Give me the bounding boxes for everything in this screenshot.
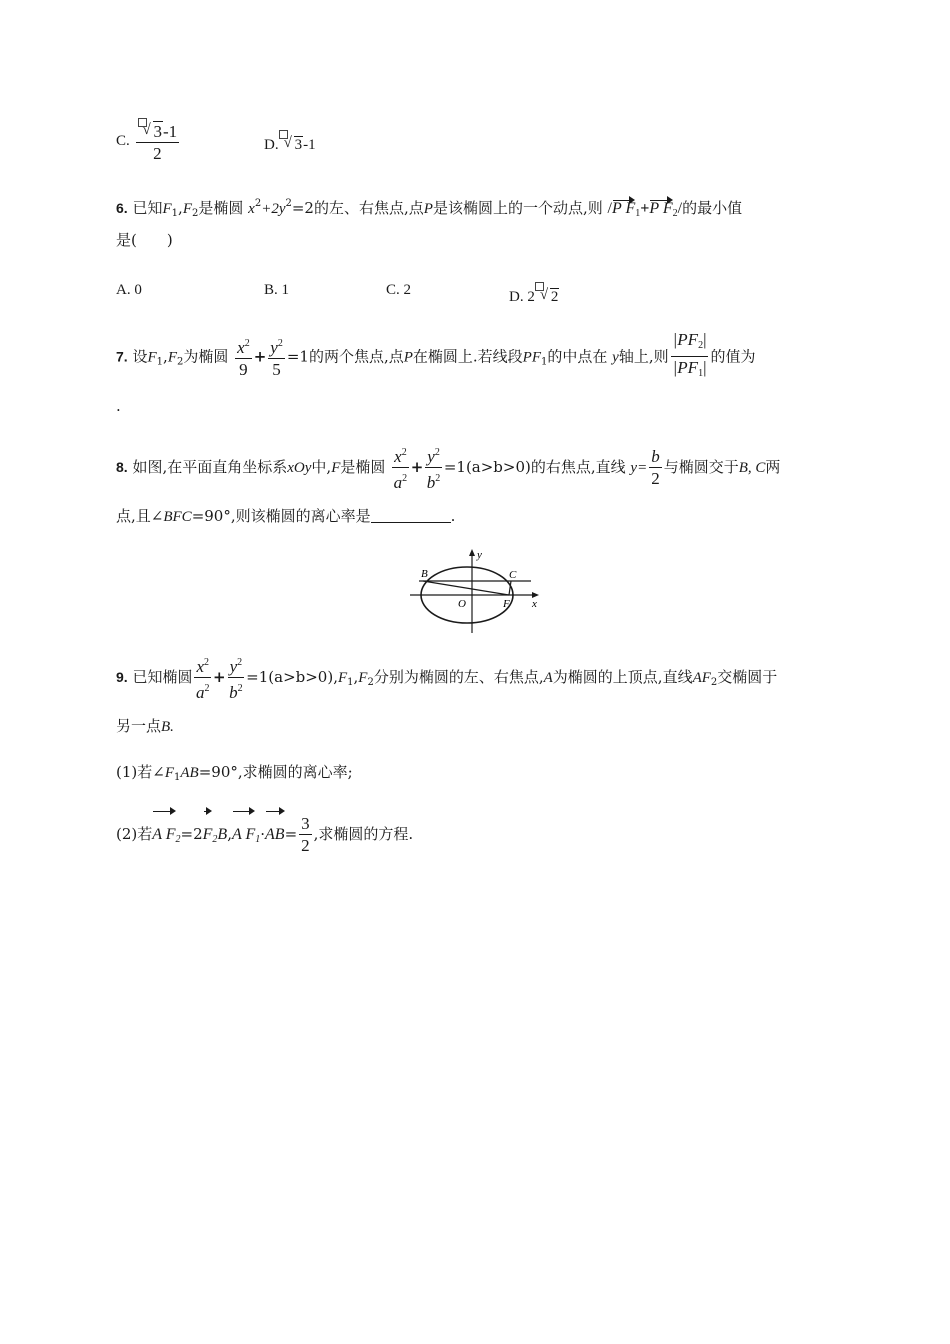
q9-part1: (1)若$\angle F_1AB=90^\circ$,求椭圆的离心率; <box>116 763 353 783</box>
q9-fraction-3-2: $\frac{3}{2}$ <box>301 813 310 855</box>
q7-ratio: $\frac{|PF_2|}{|PF_1|}$ <box>672 330 707 379</box>
segment-bf <box>423 581 509 595</box>
label-b: B <box>421 568 428 580</box>
q7-line1: 7. 设$F_1,F_2$为椭圆 $\frac{x^2}{9}$ + $\frac{y^2}{5}$ =1的两个焦点,点P在椭圆上.若线段$PF_1$的中点在 y轴上,则 $\frac{|PF_2|}{|PF_1|}$ 的值为 <box>116 330 756 380</box>
q6-line1: 6. 已知$F_1,F_2$是椭圆 $x^2+2y^2=2$的左、右焦点,点P是该椭圆上的一个动点,则 /P $F_1+P$ $F_2/$的最小值 <box>116 198 743 219</box>
q7-line2: . <box>116 397 121 415</box>
q6-option-a[interactable]: A. 0 <box>116 282 142 298</box>
label-o: O <box>458 598 466 610</box>
label-x: x <box>532 598 537 610</box>
q9-part2: (2)若A $F_2=2F_2B,A$ $F_1\cdot AB=$ $\frac{3}{2}$ ,求椭圆的方程. <box>116 808 413 858</box>
q7-fraction-y: $\frac{y^2}{5}$ <box>268 334 285 381</box>
q9-line1: 9. 已知椭圆 $\frac{x^2}{a^2}$ + $\frac{y^2}{b^2}$ $=1(a>b>0),F_1,F_2$分别为椭圆的左、右焦点,A为椭圆的上顶点,直线$AF_2$交椭圆于 <box>116 652 777 702</box>
q9-line2: 另一点B. <box>116 717 174 735</box>
label-f: F <box>503 598 510 610</box>
q9-fraction-x: $\frac{x^2}{a^2}$ <box>194 653 211 704</box>
sqrt-icon: √ 3 <box>142 122 163 141</box>
q6-option-d[interactable]: D. 2 √ 2 <box>509 282 559 306</box>
q8-line1: 8. 如图,在平面直角坐标系xOy中,F是椭圆 $\frac{x^2}{a^2}$ + $\frac{y^2}{b^2}$ =1(a>b>0)的右焦点,直线 y= $\frac{b}{2}$ 与椭圆交于B, C两 <box>116 442 780 492</box>
q6-vector-sum: /P $F_1+P$ $F_2/$ <box>608 200 683 217</box>
y-axis-arrow-icon <box>469 549 475 556</box>
q8-ellipse-figure <box>405 545 547 635</box>
q5-option-c-fraction: √ 3-1 2 <box>136 118 180 165</box>
q7-fraction-x: $\frac{x^2}{9}$ <box>235 334 252 381</box>
q5-option-c[interactable]: C. √ 3-1 2 <box>116 118 181 164</box>
label-y: y <box>477 549 482 561</box>
q6-line2: 是( ) <box>116 231 173 249</box>
q8-fraction-x: $\frac{x^2}{a^2}$ <box>392 443 409 494</box>
q8-fraction-y: $\frac{y^2}{b^2}$ <box>425 443 442 494</box>
sqrt-icon: √ 2 <box>539 287 559 305</box>
label-c: C <box>509 569 517 581</box>
q6-option-b[interactable]: B. 1 <box>264 282 290 298</box>
q8-fraction-b2: $\frac{b}{2}$ <box>651 446 660 488</box>
sqrt-icon: √ 3 <box>283 135 303 153</box>
q9-fraction-y: $\frac{y^2}{b^2}$ <box>228 653 245 704</box>
q8-line2: 点,且∠BFC=90°,则该椭圆的离心率是 . <box>116 507 456 525</box>
answer-blank[interactable] <box>371 508 451 523</box>
q5-option-d[interactable]: D. √ 3-1 <box>264 130 316 154</box>
q6-option-c[interactable]: C. 2 <box>386 282 412 298</box>
